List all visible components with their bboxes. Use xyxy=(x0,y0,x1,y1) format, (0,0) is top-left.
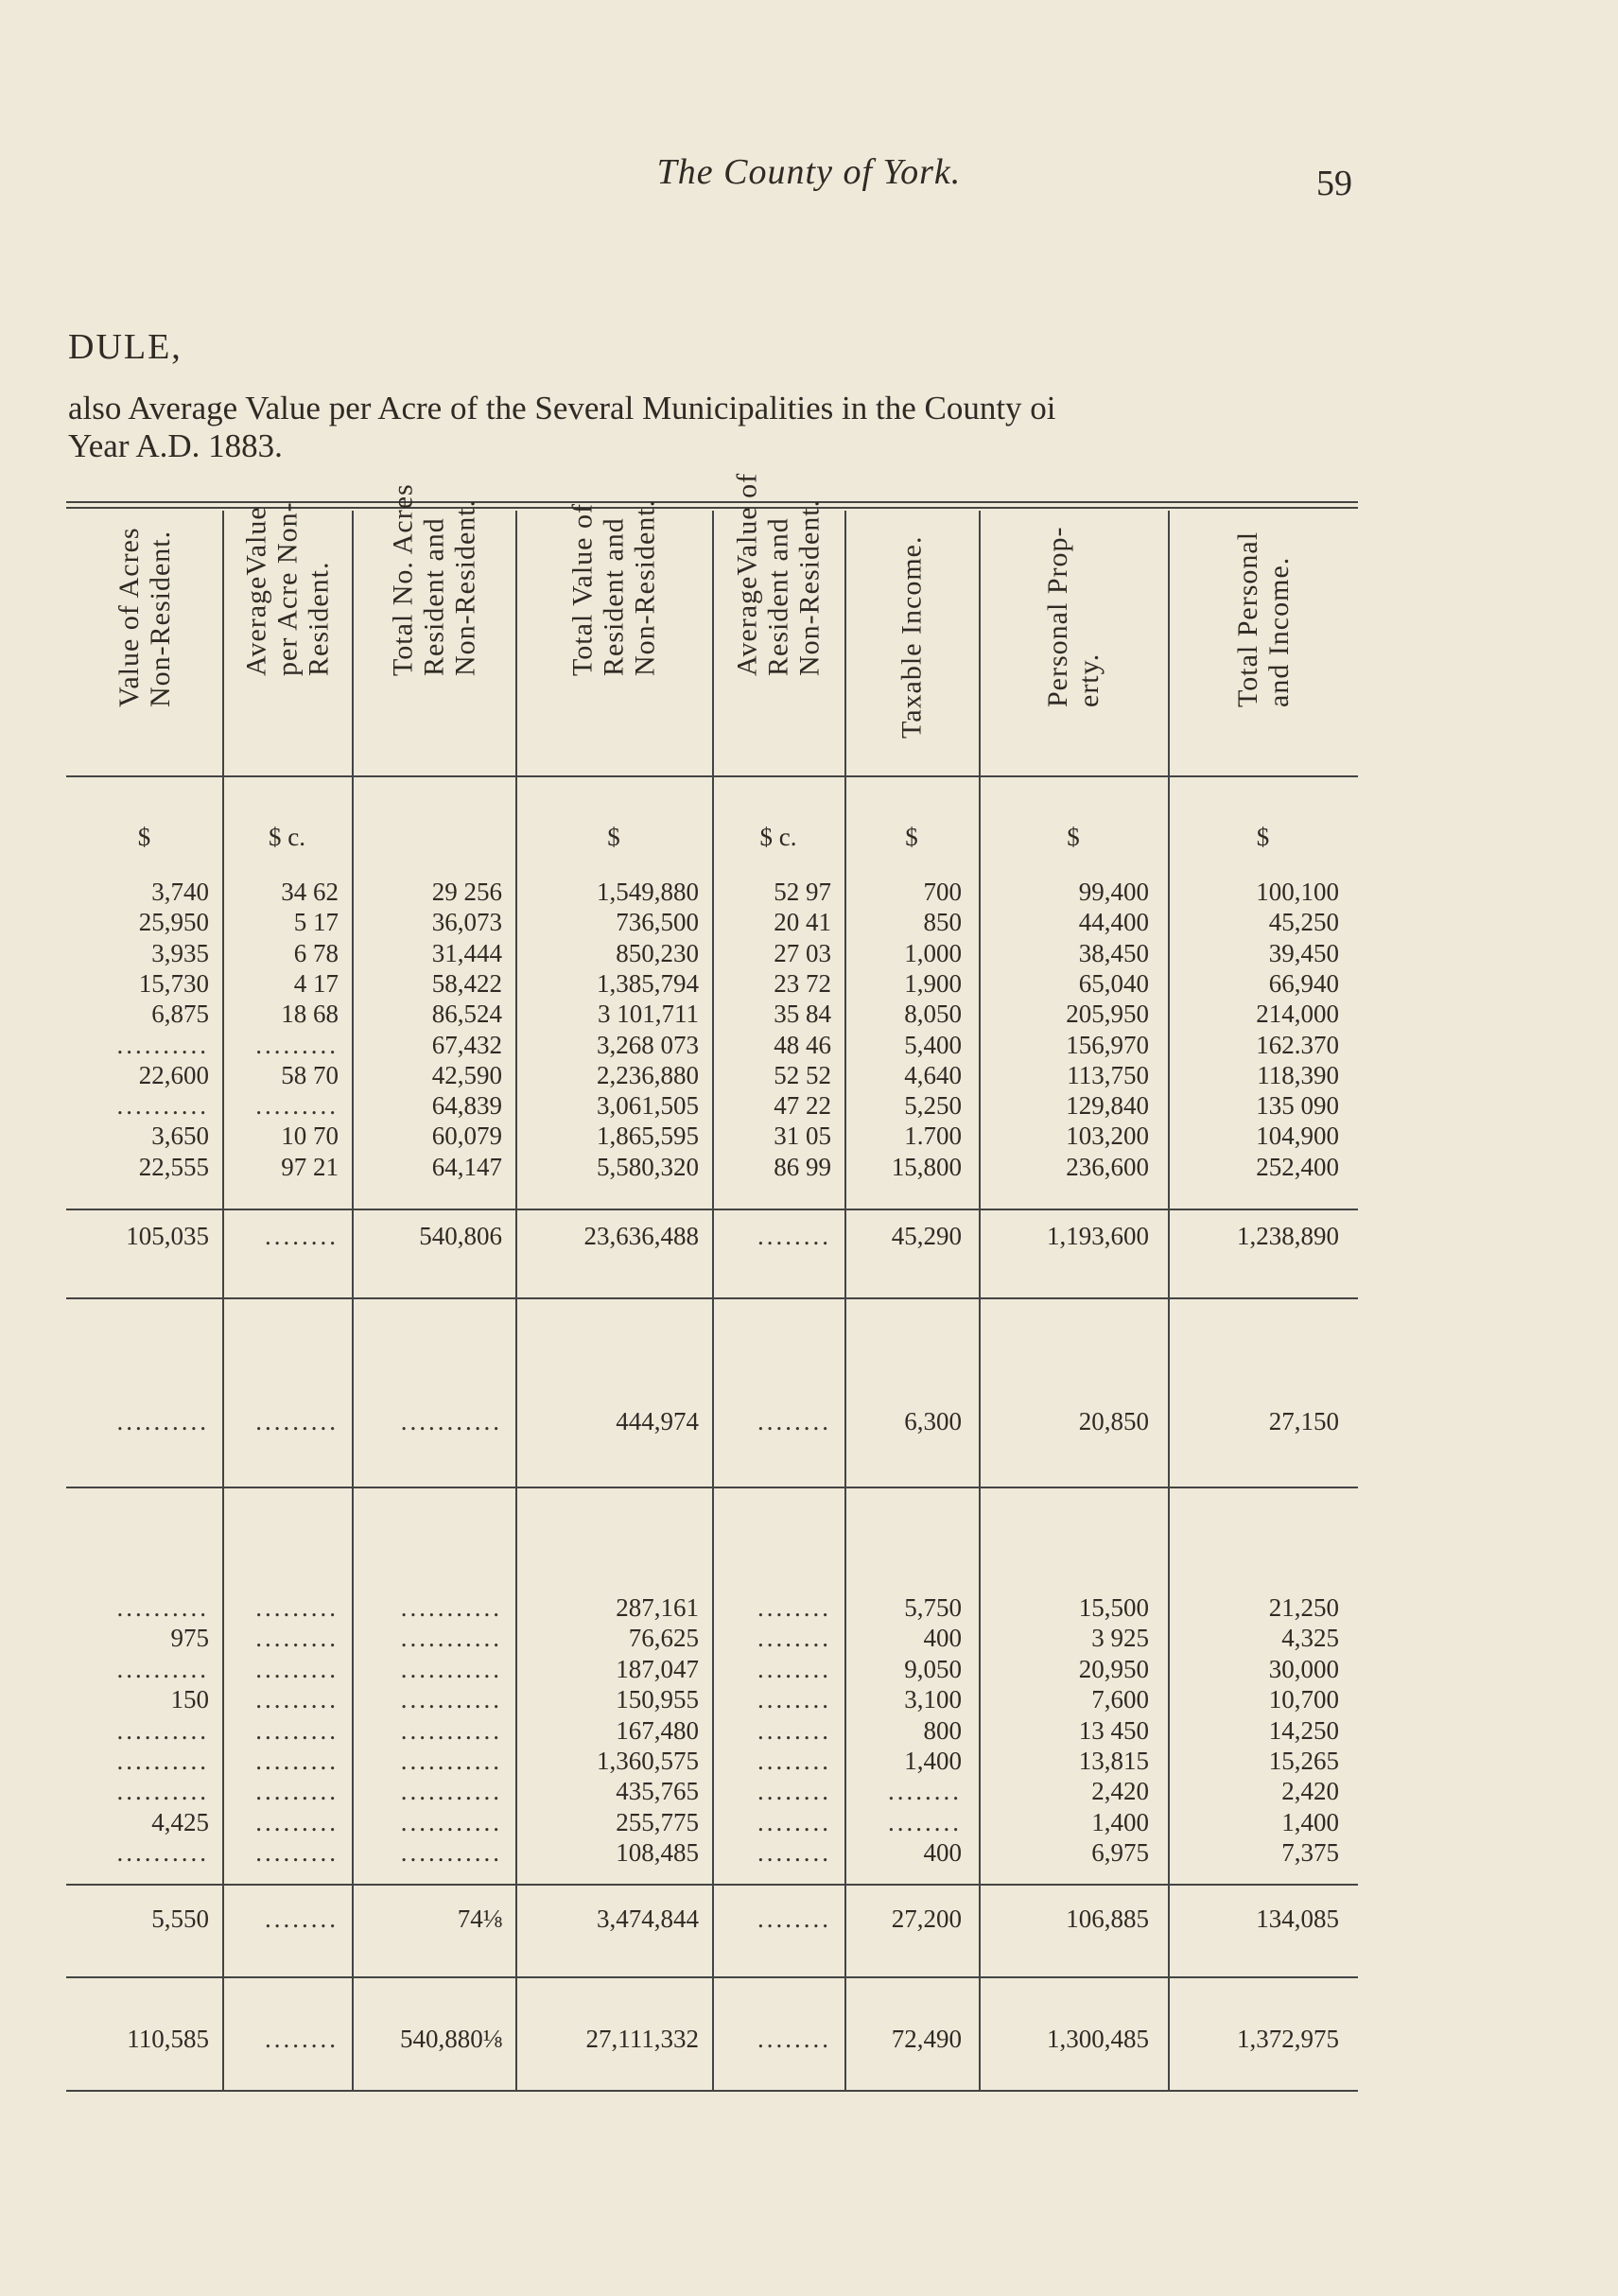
table-cell: ........ xyxy=(265,1222,339,1250)
table-cell: 20,950 xyxy=(1078,1654,1149,1683)
column-header-line: Total Value of xyxy=(566,503,599,676)
table-cell: 23 72 xyxy=(774,968,831,998)
table-cell: ........ xyxy=(888,1807,962,1836)
table-cell: 97 21 xyxy=(281,1152,339,1181)
table-cell: 5,580,320 xyxy=(597,1152,699,1181)
table-cell: 214,000 xyxy=(1256,1000,1339,1029)
table-cell: 10 70 xyxy=(281,1122,339,1151)
table-cell: 39,450 xyxy=(1268,938,1339,967)
table-cell: ........ xyxy=(757,2025,831,2053)
table-cell: 1,300,485 xyxy=(1047,2025,1149,2053)
subtitle-line: also Average Value per Acre of the Several Municipalities in the County oi xyxy=(68,390,1056,426)
table-cell: 4,425 xyxy=(151,1807,209,1836)
column-header-text xyxy=(1232,531,1295,707)
table-cell: 1.700 xyxy=(904,1122,962,1151)
table-cell: 18 68 xyxy=(281,1000,339,1029)
table-cell: 100,100 xyxy=(1256,878,1339,906)
column-divider xyxy=(515,511,517,2092)
table-cell: 58,422 xyxy=(431,968,502,998)
table-cell: 3,935 xyxy=(151,938,209,967)
table-cell: 1,372,975 xyxy=(1237,2025,1339,2053)
table-cell: 30,000 xyxy=(1268,1654,1339,1683)
table-cell: ......... xyxy=(255,1747,339,1775)
table-cell: 6,300 xyxy=(904,1407,962,1435)
table-cell: 167,480 xyxy=(616,1715,699,1745)
table-cell: 21,250 xyxy=(1268,1593,1339,1622)
table-cell: 29 256 xyxy=(431,878,502,906)
table-cell: 4,325 xyxy=(1281,1624,1339,1653)
column-header-line: erty. xyxy=(1073,652,1105,707)
column-divider xyxy=(844,511,846,2092)
table-cell: 156,970 xyxy=(1066,1030,1149,1059)
table-cell: 23,636,488 xyxy=(583,1222,699,1250)
table-cell: 22,600 xyxy=(138,1060,209,1089)
table-cell: ........... xyxy=(400,1593,502,1622)
table-cell: 27,111,332 xyxy=(585,2025,699,2053)
table-cell: 135 090 xyxy=(1256,1091,1339,1121)
table-cell: ........ xyxy=(757,1593,831,1622)
table-cell: ........ xyxy=(757,1715,831,1745)
table-cell: 103,200 xyxy=(1066,1122,1149,1151)
table-cell: 110,585 xyxy=(127,2025,209,2053)
table-cell: .......... xyxy=(116,1777,209,1806)
table-cell: 44,400 xyxy=(1078,908,1149,937)
column-header xyxy=(222,501,352,770)
table-cell: 60,079 xyxy=(431,1122,502,1151)
column-header-text xyxy=(1042,527,1105,707)
table-cell: 7,600 xyxy=(1091,1685,1149,1714)
column-header-line: and Income. xyxy=(1262,556,1295,707)
table-cell: 1,385,794 xyxy=(597,968,699,998)
table-cell: 1,400 xyxy=(904,1747,962,1775)
table-cell: 20,850 xyxy=(1078,1407,1149,1435)
table-cell: 38,450 xyxy=(1078,938,1149,967)
table-cell: ......... xyxy=(255,1838,339,1868)
table-cell: ......... xyxy=(255,1685,339,1714)
column-header-text xyxy=(732,473,826,676)
table-cell: ......... xyxy=(255,1777,339,1806)
table-cell: 31 05 xyxy=(774,1122,831,1151)
table-cell: 36,073 xyxy=(431,908,502,937)
table-cell: 1,238,890 xyxy=(1237,1222,1339,1250)
column-header-text xyxy=(240,501,334,676)
table-cell: 45,290 xyxy=(891,1222,962,1250)
table-cell: 129,840 xyxy=(1066,1091,1149,1121)
table-cell: ......... xyxy=(255,1030,339,1059)
table-cell: 736,500 xyxy=(616,908,699,937)
table-cell: 113,750 xyxy=(1067,1060,1149,1089)
table-cell: 9,050 xyxy=(904,1654,962,1683)
table-cell: 15,265 xyxy=(1268,1747,1339,1775)
table-cell: 134,085 xyxy=(1256,1905,1339,1933)
table-cell: 1,549,880 xyxy=(597,878,699,906)
table-cell: 34 62 xyxy=(281,878,339,906)
table-cell: 800 xyxy=(923,1715,962,1745)
column-header-line: Resident and xyxy=(762,517,794,676)
unit-label: $ xyxy=(607,823,620,851)
table-cell: 540,880⅛ xyxy=(400,2025,502,2053)
table-cell: 86 99 xyxy=(774,1152,831,1181)
table-cell: 400 xyxy=(923,1624,962,1653)
table-cell: .......... xyxy=(116,1407,209,1435)
table-cell: 5,400 xyxy=(904,1030,962,1059)
column-header-line: Personal Prop- xyxy=(1042,526,1073,707)
table-cell: 435,765 xyxy=(616,1777,699,1806)
column-header xyxy=(515,498,712,770)
table-cell: ........... xyxy=(400,1838,502,1868)
column-header-line: Resident and xyxy=(418,517,449,676)
column-header-line: Non-Resident. xyxy=(793,498,826,676)
table-cell: 65,040 xyxy=(1078,968,1149,998)
table-cell: 2,420 xyxy=(1091,1777,1149,1806)
table-cell: ........ xyxy=(757,1624,831,1653)
unit-label: $ xyxy=(137,823,151,851)
column-header-line: Non-Resident. xyxy=(144,530,176,707)
table-cell: 1,193,600 xyxy=(1047,1222,1149,1250)
table-cell: 3,650 xyxy=(151,1122,209,1151)
column-header xyxy=(712,472,844,770)
table-cell: ......... xyxy=(255,1624,339,1653)
table-cell: 3 101,711 xyxy=(598,1000,699,1029)
column-header-text xyxy=(113,527,176,707)
table-cell: 15,800 xyxy=(891,1152,962,1181)
table-cell: 2,236,880 xyxy=(597,1060,699,1089)
table-cell: ........ xyxy=(757,1407,831,1435)
table-cell: 106,885 xyxy=(1066,1905,1149,1933)
table-cell: 27,150 xyxy=(1268,1407,1339,1435)
table-cell: 1,865,595 xyxy=(597,1122,699,1151)
table-cell: 540,806 xyxy=(419,1222,502,1250)
column-header-text xyxy=(387,483,480,676)
table-cell: 252,400 xyxy=(1256,1152,1339,1181)
unit-label: $ xyxy=(1067,823,1080,851)
table-cell: 48 46 xyxy=(774,1030,831,1059)
table-cell: 3,740 xyxy=(151,878,209,906)
table-cell: 99,400 xyxy=(1078,878,1149,906)
table-cell: .......... xyxy=(116,1091,209,1121)
table-cell: ........... xyxy=(400,1747,502,1775)
table-cell: 25,950 xyxy=(138,908,209,937)
table-cell: 27 03 xyxy=(774,938,831,967)
table-cell: 1,400 xyxy=(1091,1807,1149,1836)
table-cell: 4,640 xyxy=(904,1060,962,1089)
table-cell: 8,050 xyxy=(904,1000,962,1029)
table-cell: 150,955 xyxy=(616,1685,699,1714)
table-cell: 72,490 xyxy=(891,2025,962,2053)
table-cell: .......... xyxy=(116,1747,209,1775)
table-cell: 3 925 xyxy=(1091,1624,1149,1653)
column-header-line: AverageValue xyxy=(240,506,271,676)
table-cell: 14,250 xyxy=(1268,1715,1339,1745)
column-header-line: Total Personal xyxy=(1231,531,1263,707)
column-header xyxy=(352,483,515,770)
table-cell: .......... xyxy=(116,1715,209,1745)
table-cell: 27,200 xyxy=(891,1905,962,1933)
column-header-line: Non-Resident. xyxy=(449,498,480,676)
table-cell: 6,975 xyxy=(1091,1838,1149,1868)
table-cell: 3,061,505 xyxy=(597,1091,699,1121)
table-cell: .......... xyxy=(116,1593,209,1622)
column-header xyxy=(979,514,1168,770)
table-cell: ........ xyxy=(757,1654,831,1683)
table-cell: 64,839 xyxy=(431,1091,502,1121)
table-cell: .......... xyxy=(116,1030,209,1059)
table-cell: ........ xyxy=(757,1838,831,1868)
table-cell: 5,550 xyxy=(151,1905,209,1933)
table-cell: 187,047 xyxy=(616,1654,699,1683)
table-cell: 6 78 xyxy=(293,938,339,967)
table-cell: 6,875 xyxy=(151,1000,209,1029)
table-cell: 255,775 xyxy=(616,1807,699,1836)
table-cell: 52 97 xyxy=(774,878,831,906)
table-cell: 850,230 xyxy=(616,938,699,967)
column-header-text xyxy=(896,536,928,739)
table-cell: ........... xyxy=(400,1685,502,1714)
table-cell: ........ xyxy=(757,1685,831,1714)
table-cell: 444,974 xyxy=(616,1407,699,1435)
table-cell: 76,625 xyxy=(628,1624,699,1653)
column-divider xyxy=(352,511,354,2092)
table-cell: 3,474,844 xyxy=(597,1905,699,1933)
table-cell: 162.370 xyxy=(1256,1030,1339,1059)
table-cell: 86,524 xyxy=(431,1000,502,1029)
table-cell: 1,900 xyxy=(904,968,962,998)
table-cell: 7,375 xyxy=(1281,1838,1339,1868)
table-cell: 5 17 xyxy=(293,908,339,937)
table-cell: .......... xyxy=(116,1654,209,1683)
table-cell: 118,390 xyxy=(1257,1060,1339,1089)
table-cell: 3,268 073 xyxy=(597,1030,699,1059)
subtitle xyxy=(68,390,1056,465)
table-cell: 150 xyxy=(170,1685,209,1714)
unit-label: $ c. xyxy=(759,823,797,851)
table-cell: 700 xyxy=(923,878,962,906)
table-cell: 20 41 xyxy=(774,908,831,937)
table-cell: 5,250 xyxy=(904,1091,962,1121)
table-cell: 236,600 xyxy=(1066,1152,1149,1181)
table-cell: 42,590 xyxy=(431,1060,502,1089)
table-cell: 47 22 xyxy=(774,1091,831,1121)
table-cell: 15,500 xyxy=(1078,1593,1149,1622)
table-cell: ......... xyxy=(255,1593,339,1622)
table-cell: 52 52 xyxy=(774,1060,831,1089)
table-cell: ........... xyxy=(400,1807,502,1836)
table-cell: ........ xyxy=(757,1777,831,1806)
table-cell: 66,940 xyxy=(1268,968,1339,998)
table-cell: 850 xyxy=(923,908,962,937)
table-cell: 22,555 xyxy=(138,1152,209,1181)
table-cell: .......... xyxy=(116,1838,209,1868)
table-cell: ........... xyxy=(400,1407,502,1435)
unit-label: $ xyxy=(1256,823,1270,851)
table-cell: 13,815 xyxy=(1078,1747,1149,1775)
table-cell: 45,250 xyxy=(1268,908,1339,937)
table-cell: 74⅛ xyxy=(457,1905,502,1933)
table-cell: 3,100 xyxy=(904,1685,962,1714)
table-cell: ........ xyxy=(265,1905,339,1933)
table-cell: ........... xyxy=(400,1624,502,1653)
column-header-line: Resident. xyxy=(303,561,334,676)
table-cell: ........ xyxy=(265,2025,339,2053)
table-cell: ........ xyxy=(888,1777,962,1806)
column-header xyxy=(844,514,979,770)
column-header-line: Resident and xyxy=(598,517,630,676)
table-cell: 35 84 xyxy=(774,1000,831,1029)
column-header-line: per Acre Non- xyxy=(271,501,303,676)
page-number: 59 xyxy=(1316,164,1352,203)
column-divider xyxy=(979,511,981,2092)
table-cell: ........ xyxy=(757,1747,831,1775)
table-cell: 2,420 xyxy=(1281,1777,1339,1806)
table-cell: 975 xyxy=(170,1624,209,1653)
table-cell: 31,444 xyxy=(431,938,502,967)
table-cell: 58 70 xyxy=(281,1060,339,1089)
table-cell: ........ xyxy=(757,1807,831,1836)
column-header-line: Value of Acres xyxy=(113,527,145,707)
unit-label: $ c. xyxy=(269,823,305,851)
table-cell: ........... xyxy=(400,1654,502,1683)
table-cell: 205,950 xyxy=(1066,1000,1149,1029)
table-cell: 13 450 xyxy=(1078,1715,1149,1745)
column-header-line: Total No. Acres xyxy=(387,483,418,676)
page-title: DULE, xyxy=(68,327,183,367)
table-cell: ........ xyxy=(757,1222,831,1250)
table-cell: 1,000 xyxy=(904,938,962,967)
column-divider xyxy=(222,511,224,2092)
table-cell: ......... xyxy=(255,1715,339,1745)
subtitle-line: Year A.D. 1883. xyxy=(68,427,283,464)
column-header-line: AverageValue of xyxy=(731,472,763,676)
column-header xyxy=(66,514,222,770)
table-cell: ........... xyxy=(400,1715,502,1745)
table-cell: ......... xyxy=(255,1091,339,1121)
table-cell: 287,161 xyxy=(616,1593,699,1622)
table-cell: 1,360,575 xyxy=(597,1747,699,1775)
column-header-line: Non-Resident. xyxy=(629,498,661,676)
table-cell: 4 17 xyxy=(293,968,339,998)
column-divider xyxy=(712,511,714,2092)
running-title: The County of York. xyxy=(656,152,962,192)
table-cell: ........ xyxy=(757,1905,831,1933)
table-cell: 400 xyxy=(923,1838,962,1868)
table-cell: 67,432 xyxy=(431,1030,502,1059)
table-cell: 1,400 xyxy=(1281,1807,1339,1836)
column-header xyxy=(1168,514,1358,770)
table-cell: 105,035 xyxy=(126,1222,209,1250)
table-cell: ......... xyxy=(255,1407,339,1435)
table-cell: ........... xyxy=(400,1777,502,1806)
table-cell: 64,147 xyxy=(431,1152,502,1181)
table-cell: 104,900 xyxy=(1256,1122,1339,1151)
table-cell: ......... xyxy=(255,1807,339,1836)
table-cell: ......... xyxy=(255,1654,339,1683)
table-cell: 15,730 xyxy=(138,968,209,998)
table-cell: 108,485 xyxy=(616,1838,699,1868)
unit-label: $ xyxy=(905,823,918,851)
column-header-line: Taxable Income. xyxy=(896,535,928,739)
table-cell: 10,700 xyxy=(1268,1685,1339,1714)
table-cell: 5,750 xyxy=(904,1593,962,1622)
column-header-text xyxy=(567,499,661,676)
column-divider xyxy=(1168,511,1170,2092)
